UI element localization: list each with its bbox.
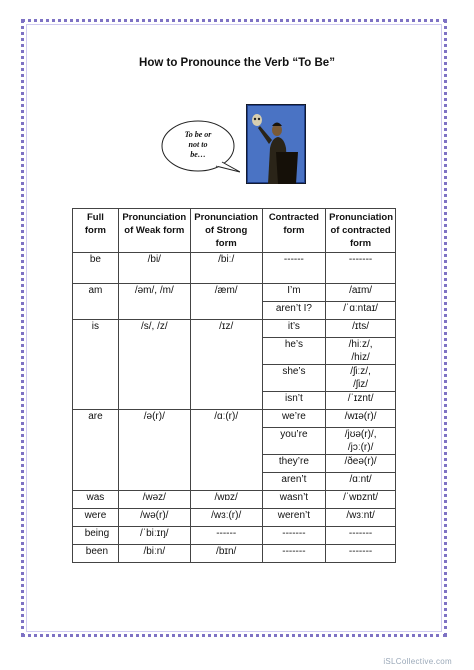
cell-contracted-form: isn’t: [262, 392, 326, 410]
cell-full-form: is: [73, 320, 119, 410]
hamlet-illustration: [246, 104, 306, 184]
cell-contracted-pronunciation: [326, 365, 396, 392]
cell-contracted-form: they’re: [262, 455, 326, 473]
table-row: [73, 527, 396, 545]
bubble-line-1: To be or: [184, 130, 212, 139]
cell-strong-form: /æm/: [190, 284, 262, 320]
cell-contracted-pronunciation: /ðeə(r)/: [326, 455, 396, 473]
pron-line: /ʃiz/: [353, 379, 369, 390]
bubble-text: [170, 130, 226, 160]
cell-contracted-pronunciation: /ɪts/: [326, 320, 396, 338]
cell-full-form: were: [73, 509, 119, 527]
table-row: [73, 545, 396, 563]
header-strong-form: Pronunciation of Strong form: [190, 209, 262, 253]
cell-contracted-pronunciation: [326, 428, 396, 455]
cell-contracted-pronunciation: [326, 338, 396, 365]
cell-full-form: am: [73, 284, 119, 320]
site-watermark: iSLCollective.com: [383, 657, 452, 666]
cell-contracted-form: ------: [262, 253, 326, 284]
bubble-line-2: not to: [188, 140, 208, 149]
cell-contracted-form: it’s: [262, 320, 326, 338]
cell-contracted-pronunciation: /wɪə(r)/: [326, 410, 396, 428]
table-row: [73, 509, 396, 527]
cell-contracted-form: aren’t I?: [262, 302, 326, 320]
cell-strong-form: /ɪz/: [190, 320, 262, 410]
cell-contracted-form: he’s: [262, 338, 326, 365]
cell-contracted-pronunciation: /ɑːnt/: [326, 473, 396, 491]
pron-line: /jʊə(r)/,: [344, 429, 377, 440]
cell-strong-form: /wɒz/: [190, 491, 262, 509]
cell-weak-form: /ˈbiːɪŋ/: [118, 527, 190, 545]
cell-contracted-form: weren’t: [262, 509, 326, 527]
table-header-row: [73, 209, 396, 253]
cell-strong-form: /ɑː(r)/: [190, 410, 262, 491]
bubble-line-3: be…: [190, 150, 206, 159]
table-row: [73, 491, 396, 509]
cell-contracted-pronunciation: /ˈwɒznt/: [326, 491, 396, 509]
pron-line: /hiːz/,: [348, 339, 373, 350]
table-row: [73, 284, 396, 302]
header-contracted-form: Contracted form: [262, 209, 326, 253]
pron-line: /hiz/: [351, 352, 370, 363]
cell-strong-form: ------: [190, 527, 262, 545]
speech-bubble: [160, 118, 240, 188]
cell-contracted-form: -------: [262, 545, 326, 563]
header-weak-form: Pronunciation of Weak form: [118, 209, 190, 253]
cell-contracted-pronunciation: /ˈɑːntaɪ/: [326, 302, 396, 320]
cell-contracted-pronunciation: /wɜːnt/: [326, 509, 396, 527]
cell-contracted-pronunciation: /ˈɪznt/: [326, 392, 396, 410]
cell-full-form: be: [73, 253, 119, 284]
cell-contracted-form: you’re: [262, 428, 326, 455]
cell-contracted-form: wasn’t: [262, 491, 326, 509]
header-full-form: Full form: [73, 209, 119, 253]
pronunciation-table: [72, 208, 396, 563]
cell-weak-form: /ə(r)/: [118, 410, 190, 491]
pron-line: /ʃiːz/,: [350, 366, 371, 377]
cell-contracted-form: I’m: [262, 284, 326, 302]
page-title: How to Pronounce the Verb “To Be”: [139, 57, 335, 69]
cell-full-form: was: [73, 491, 119, 509]
cell-strong-form: /wɜː(r)/: [190, 509, 262, 527]
cell-strong-form: /biː/: [190, 253, 262, 284]
table-row: [73, 410, 396, 428]
cell-weak-form: /biːn/: [118, 545, 190, 563]
cell-contracted-form: we’re: [262, 410, 326, 428]
cell-full-form: been: [73, 545, 119, 563]
header-contracted-pronunciation: Pronunciation of contracted form: [326, 209, 396, 253]
cell-contracted-form: she’s: [262, 365, 326, 392]
cell-contracted-pronunciation: -------: [326, 253, 396, 284]
table-row: [73, 320, 396, 338]
hamlet-picture: [246, 104, 306, 184]
cell-weak-form: /wə(r)/: [118, 509, 190, 527]
cell-weak-form: /s/, /z/: [118, 320, 190, 410]
cell-weak-form: /əm/, /m/: [118, 284, 190, 320]
cell-contracted-pronunciation: -------: [326, 527, 396, 545]
table-row: [73, 253, 396, 284]
cell-contracted-form: -------: [262, 527, 326, 545]
cell-full-form: being: [73, 527, 119, 545]
cell-contracted-form: aren’t: [262, 473, 326, 491]
cell-contracted-pronunciation: /aɪm/: [326, 284, 396, 302]
cell-contracted-pronunciation: -------: [326, 545, 396, 563]
cell-full-form: are: [73, 410, 119, 491]
pron-line: /jɔː(r)/: [347, 442, 374, 453]
cell-weak-form: /bi/: [118, 253, 190, 284]
cell-weak-form: /wəz/: [118, 491, 190, 509]
cell-strong-form: /bɪn/: [190, 545, 262, 563]
